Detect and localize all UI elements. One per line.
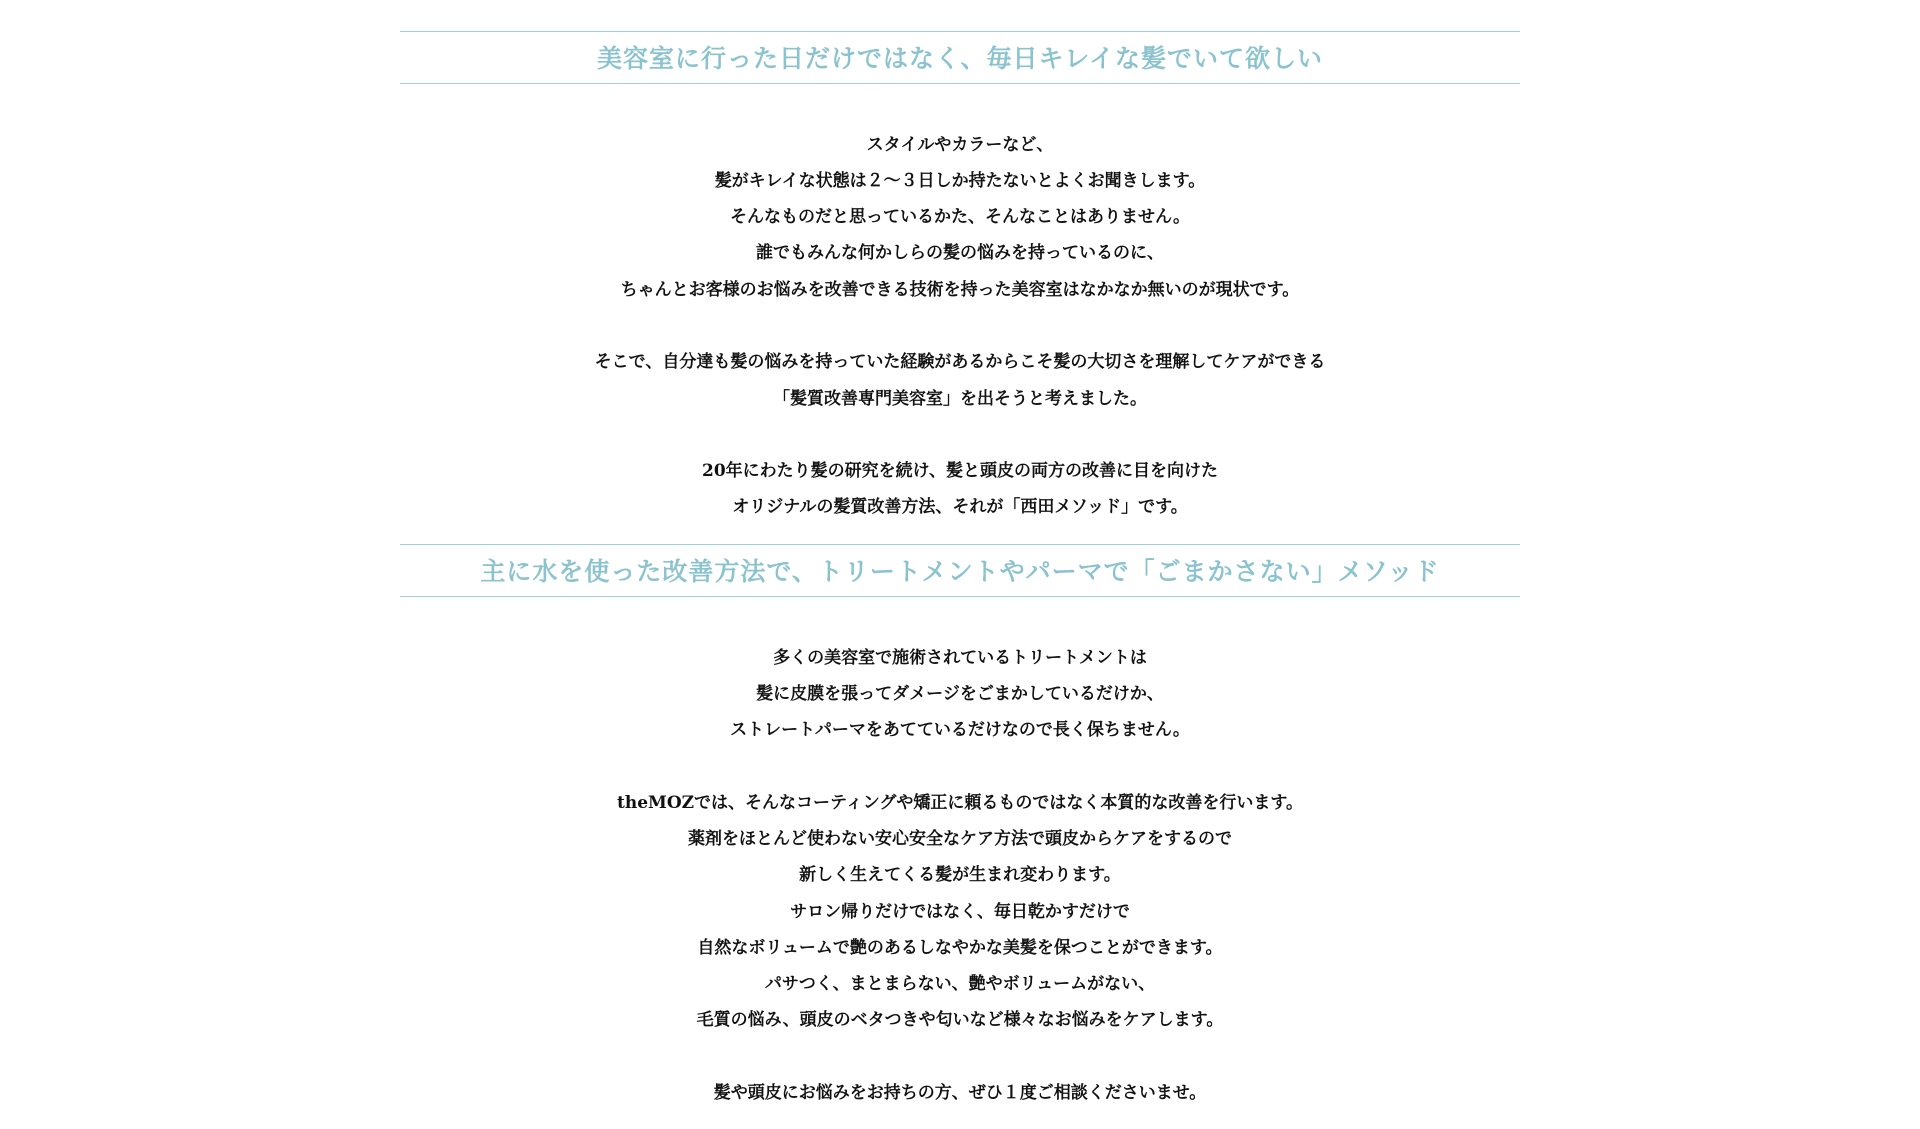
body-line: そこで、自分達も髪の悩みを持っていた経験があるからこそ髪の大切さを理解してケアができる xyxy=(594,352,1326,373)
body-line: 新しく生えてくる髪が生まれ変わります。 xyxy=(799,865,1121,886)
body-line: 「髪質改善専門美容室」を出そうと考えました。 xyxy=(773,388,1147,409)
body-line: theMOZでは、そんなコーティングや矯正に頼るものではなく本質的な改善を行います。 xyxy=(616,792,1303,813)
body-line: 薬剤をほとんど使わない安心安全なケア方法で頭皮からケアをするので xyxy=(688,829,1232,849)
main-content xyxy=(400,0,1520,1129)
blank-line xyxy=(400,1039,1520,1075)
body-line: 自然なボリュームで艶のあるしなやかな美髪を保つことができます。 xyxy=(697,937,1223,958)
section-heading: 美容室に行った日だけではなく、毎日キレイな髪でいて欲しい xyxy=(400,31,1520,84)
blank-line xyxy=(400,748,1520,784)
body-line: そんなものだと思っているかた、そんなことはありません。 xyxy=(729,207,1191,228)
body-line: 20年にわたり髪の研究を続け、髪と頭皮の両方の改善に目を向けた xyxy=(702,461,1218,482)
section-body xyxy=(400,105,1520,544)
body-line: ちゃんとお客様のお悩みを改善できる技術を持った美容室はなかなか無いのが現状です。 xyxy=(620,279,1300,300)
body-line: サロン帰りだけではなく、毎日乾かすだけで xyxy=(790,901,1130,922)
body-line: 髪がキレイな状態は２～３日しか持たないとよくお聞きします。 xyxy=(714,170,1206,191)
section-method xyxy=(400,544,1520,1129)
blank-line xyxy=(400,308,1520,344)
body-line: オリジナルの髪質改善方法、それが「西田メソッド」です。 xyxy=(732,497,1188,518)
body-line: 髪や頭皮にお悩みをお持ちの方、ぜひ１度ご相談くださいませ。 xyxy=(713,1083,1207,1104)
blank-line xyxy=(400,417,1520,453)
body-line: 毛質の悩み、頭皮のベタつきや匂いなど様々なお悩みをケアします。 xyxy=(696,1010,1224,1031)
body-line: 髪に皮膜を張ってダメージをごまかしているだけか、 xyxy=(756,683,1164,704)
section-heading: 主に水を使った改善方法で、トリートメントやパーマで「ごまかさない」メソッド xyxy=(400,544,1520,597)
section-daily-beauty xyxy=(400,31,1520,544)
body-line: スタイルやカラーなど、 xyxy=(866,134,1054,155)
body-line: 多くの美容室で施術されているトリートメントは xyxy=(773,647,1147,668)
body-line: ストレートパーマをあてているだけなので長く保ちません。 xyxy=(730,720,1190,741)
body-line: パサつく、まとまらない、艶やボリュームがない、 xyxy=(764,974,1156,995)
body-line: 誰でもみんな何かしらの髪の悩みを持っているのに、 xyxy=(756,243,1164,264)
section-body xyxy=(400,618,1520,1129)
